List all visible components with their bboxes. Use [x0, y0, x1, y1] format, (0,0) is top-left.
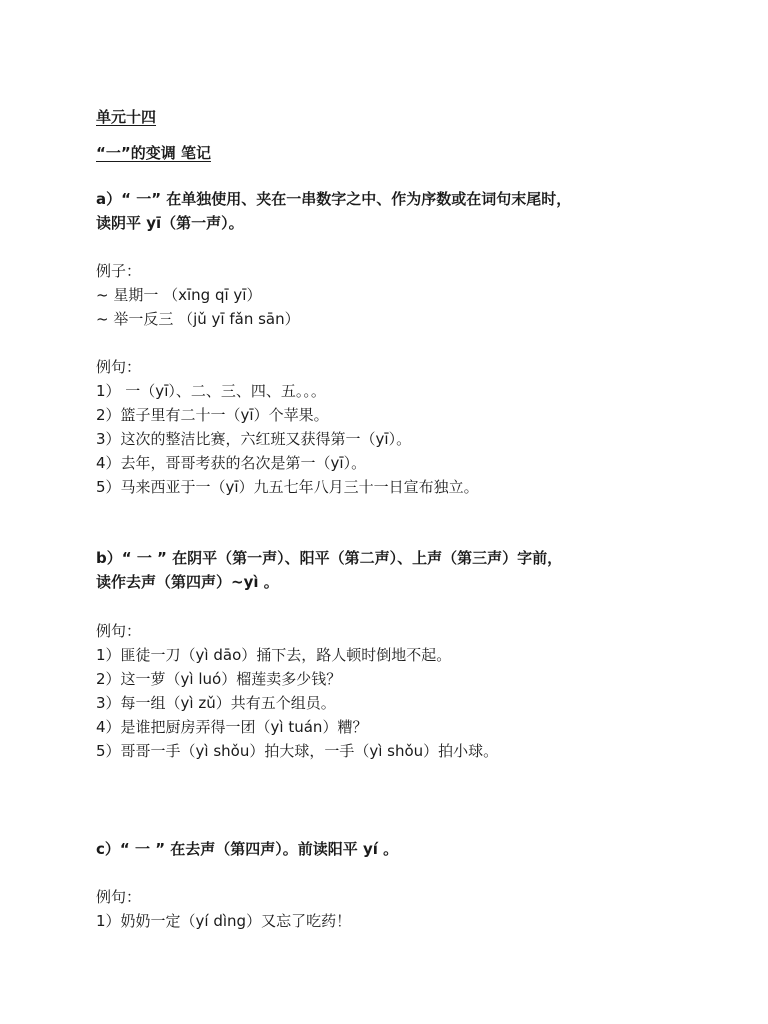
section-b-sentence: 2）这一萝（yì luó）榴莲卖多少钱？ [96, 670, 342, 688]
section-b-sentence: 3）每一组（yì zǔ）共有五个组员。 [96, 694, 336, 712]
section-a-example: ~ 星期一 （xīng qī yī） [96, 286, 262, 304]
section-b-sentence: 5）哥哥一手（yì shǒu）拍大球，一手（yì shǒu）拍小球。 [96, 742, 499, 760]
section-a-rule-line2: 读阴平 yī（第一声）。 [96, 214, 244, 232]
section-a-examples-label: 例子： [96, 262, 142, 280]
section-b-sentences-label: 例句： [96, 622, 142, 640]
section-c-rule-line1: c）“ 一 ” 在去声（第四声）。前读阳平 yí 。 [96, 840, 399, 858]
section-c-sentence: 1）奶奶一定（yí dìng）又忘了吃药！ [96, 912, 352, 930]
section-c-sentences-label: 例句： [96, 888, 142, 906]
section-b-rule-line1: b）“ 一 ” 在阴平（第一声）、阳平（第二声）、上声（第三声）字前， [96, 549, 563, 567]
unit-title: 单元十四 [96, 108, 157, 126]
section-a-sentence: 3）这次的整洁比赛，六红班又获得第一（yī）。 [96, 430, 412, 448]
section-a-sentence: 2）篮子里有二十一（yī）个苹果。 [96, 406, 329, 424]
section-b-sentence: 1）匪徒一刀（yì dāo）捅下去，路人顿时倒地不起。 [96, 646, 452, 664]
section-b-sentence: 4）是谁把厨房弄得一团（yì tuán）糟？ [96, 718, 368, 736]
section-a-sentences-label: 例句： [96, 358, 142, 376]
note-title: “一”的变调 笔记 [96, 144, 211, 162]
section-a-example: ~ 举一反三 （jǔ yī fǎn sān） [96, 310, 300, 328]
section-a-sentence: 1） 一（yī）、二、三、四、五。。。 [96, 382, 326, 400]
section-a-sentence: 5）马来西亚于一（yī）九五七年八月三十一日宣布独立。 [96, 478, 479, 496]
section-a-rule-line1: a）“ 一” 在单独使用、夹在一串数字之中、作为序数或在词句末尾时， [96, 190, 572, 208]
section-a-sentence: 4）去年，哥哥考获的名次是第一（yī）。 [96, 454, 367, 472]
section-b-rule-line2: 读作去声（第四声）~yì 。 [96, 573, 279, 591]
